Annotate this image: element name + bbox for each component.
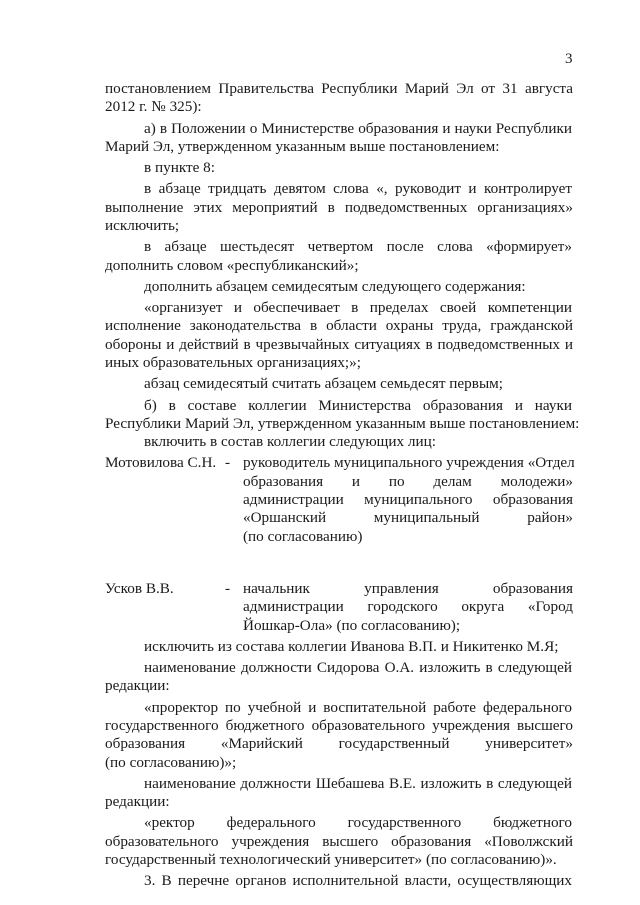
text-line: государственного бюджетного образовательного учреждения высшего [105, 716, 573, 734]
text-line: образования «Марийский государственный университет» [105, 735, 573, 753]
text-line: исключить; [105, 217, 180, 235]
text-line: администрации муниципального образования [243, 491, 573, 509]
text-line: «проректор по учебной и воспитательной работе федерального [144, 698, 572, 716]
text-line: выполнение этих мероприятий в подведомственных организациях» [105, 198, 573, 216]
text-line: - [225, 454, 231, 472]
text-line: а) в Положении о Министерстве образования и науки Республики [144, 119, 572, 137]
text-line: в абзаце шестьдесят четвертом после слова «формирует» [144, 238, 572, 256]
text-line: - [225, 579, 231, 597]
text-line: образования и по делам молодежи» [243, 472, 573, 490]
text-line: Марий Эл, утвержденном указанным выше постановлением: [105, 137, 500, 155]
text-line: Республики Марий Эл, утвержденном указанным выше постановлением: [105, 414, 580, 432]
text-line: 2012 г. № 325): [105, 98, 202, 116]
text-line: исключить из состава коллегии Иванова В.П. и Никитенко М.Я; [144, 637, 559, 655]
text-line: «организует и обеспечивает в пределах своей компетенции [144, 299, 572, 317]
text-line: постановлением Правительства Республики Марий Эл от 31 августа [105, 80, 573, 98]
text-line: в абзаце тридцать девятом слова «, руководит и контролирует [144, 180, 572, 198]
text-line: Йошкар-Ола» (по согласованию); [243, 616, 461, 634]
text-line: Мотовилова С.Н. [105, 454, 217, 472]
text-line: «ректор федерального государственного бюджетного [144, 814, 572, 832]
text-line: (по согласованию) [243, 527, 363, 545]
text-line: образовательного учреждения высшего образования «Поволжский [105, 832, 573, 850]
text-line: Усков В.В. [105, 579, 174, 597]
text-line: администрации городского округа «Город [243, 598, 573, 616]
text-line: дополнить словом «республиканский»; [105, 256, 359, 274]
text-line: редакции: [105, 793, 170, 811]
text-line: государственный технологический университет» (по согласованию)». [105, 851, 557, 869]
text-line: дополнить абзацем семидесятым следующего содержания: [144, 277, 526, 295]
text-line: руководитель муниципального учреждения «Отдел [243, 454, 575, 472]
text-line: наименование должности Сидорова О.А. изложить в следующей [144, 659, 572, 677]
text-line: начальник управления образования [243, 579, 573, 597]
text-line: исполнение законодательства в области охраны труда, гражданской [105, 317, 573, 335]
text-line: наименование должности Шебашева В.Е. изложить в следующей [144, 774, 572, 792]
text-line: включить в состав коллегии следующих лиц: [144, 433, 436, 451]
text-line: б) в составе коллегии Министерства образования и науки [144, 396, 572, 414]
text-line: иных образовательных организациях;»; [105, 354, 361, 372]
text-line: (по согласованию)»; [105, 753, 237, 771]
text-line: абзац семидесятый считать абзацем семьдесят первым; [144, 375, 503, 393]
text-line: редакции: [105, 677, 170, 695]
text-line: в пункте 8: [144, 159, 215, 177]
text-line: 3. В перечне органов исполнительной власти, осуществляющих [144, 872, 572, 890]
text-line: обороны и действий в чрезвычайных ситуациях в подведомственных и [105, 335, 573, 353]
text-line: «Оршанский муниципальный район» [243, 509, 573, 527]
page-number: 3 [565, 51, 573, 67]
